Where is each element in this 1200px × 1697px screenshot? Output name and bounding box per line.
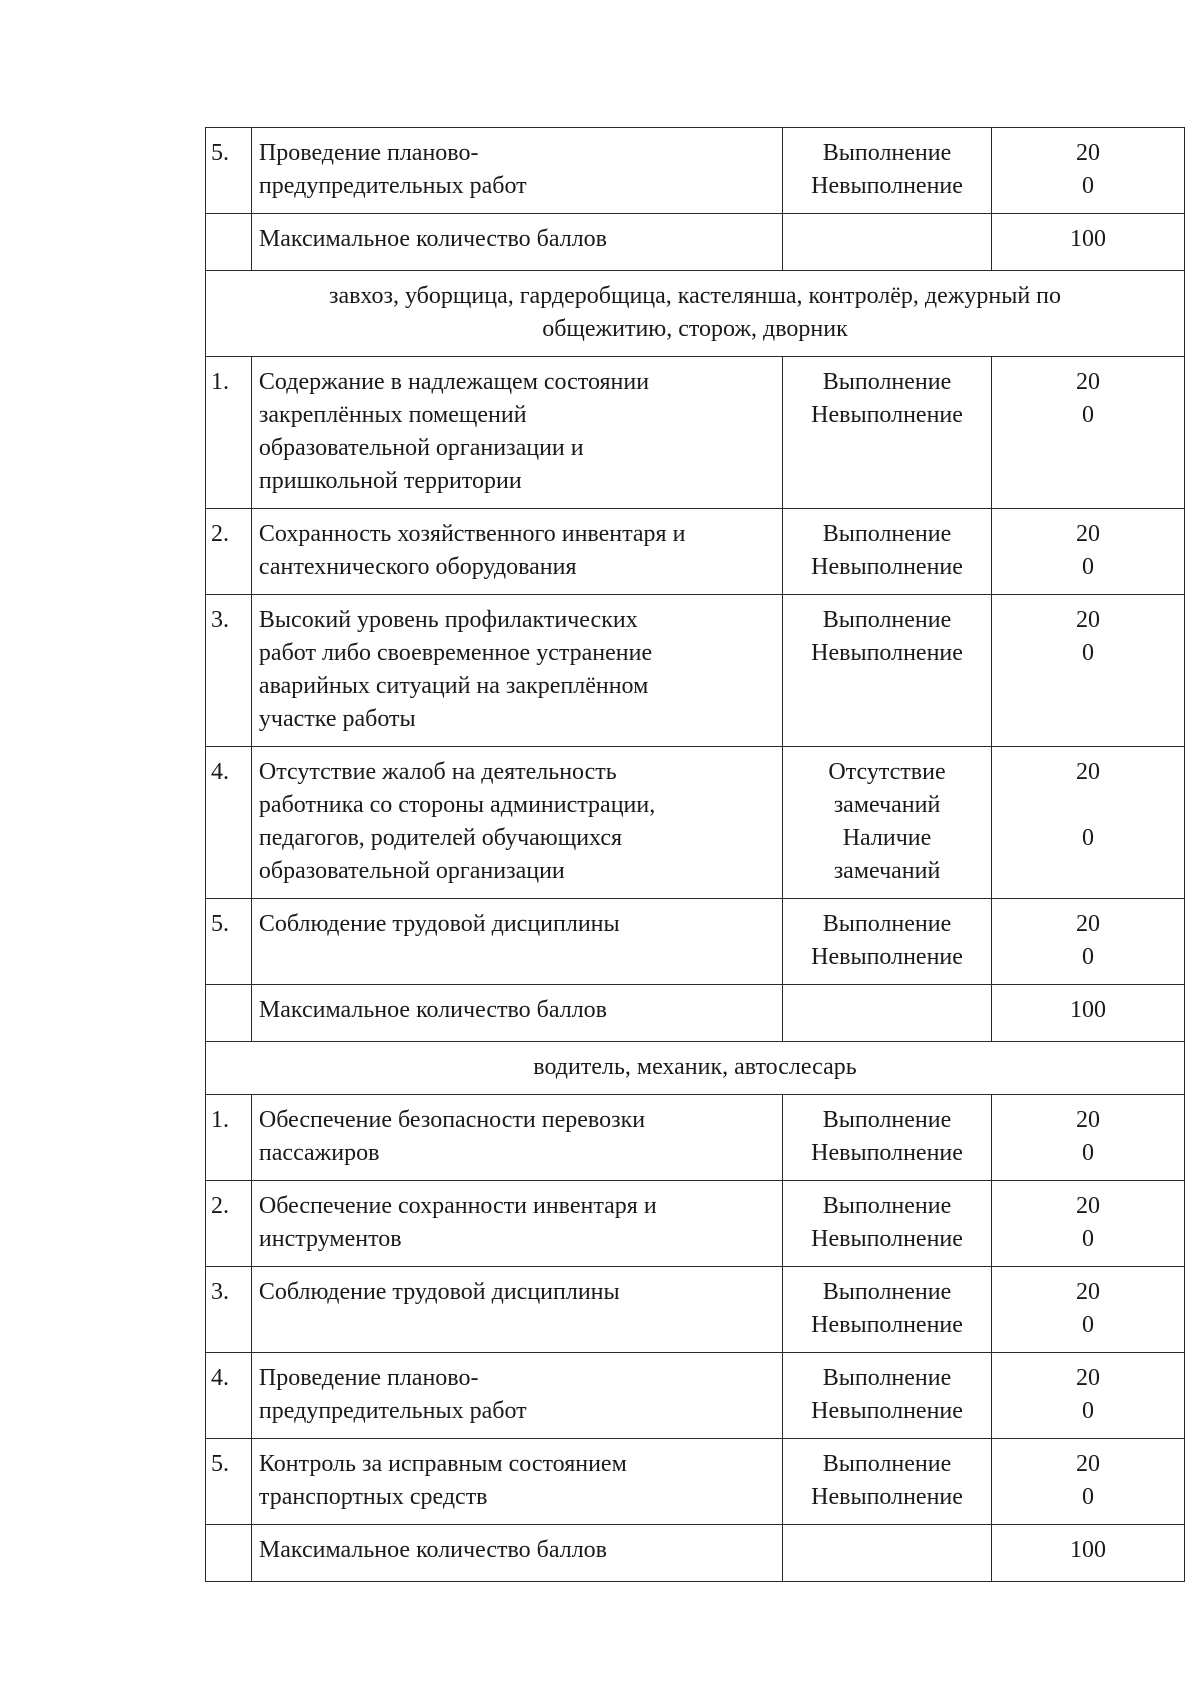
- score-values: [991, 1267, 1184, 1353]
- row-number: 4.: [206, 747, 252, 899]
- row-number: 1.: [206, 1095, 252, 1181]
- total-label: Максимальное количество баллов: [251, 1525, 782, 1582]
- total-empty-cell: [783, 985, 992, 1042]
- score-values: [991, 747, 1184, 899]
- cell-line: 0: [1081, 402, 1094, 428]
- condition-options: [783, 1095, 992, 1181]
- cell-line: 0: [1081, 173, 1094, 199]
- criteria-table-body: [206, 128, 1185, 1582]
- cell-line: аварийных ситуаций на закреплённом: [258, 673, 649, 699]
- total-score: 100: [991, 985, 1184, 1042]
- cell-line: Отсутствие жалоб на деятельность: [258, 759, 617, 785]
- score-values: [991, 1181, 1184, 1267]
- score-values: [991, 899, 1184, 985]
- total-row: [206, 985, 1185, 1042]
- condition-options: [783, 1353, 992, 1439]
- cell-line: Контроль за исправным состоянием: [258, 1451, 627, 1477]
- cell-line: Проведение планово-: [258, 1365, 479, 1391]
- cell-line: Содержание в надлежащем состоянии: [258, 369, 650, 395]
- cell-line: 0: [1081, 640, 1094, 666]
- total-empty-cell: [206, 1525, 252, 1582]
- cell-line: 0: [1081, 1484, 1094, 1510]
- cell-line: 0: [1081, 944, 1094, 970]
- cell-line: Соблюдение трудовой дисциплины: [258, 1279, 620, 1305]
- cell-line: Невыполнение: [811, 402, 963, 428]
- cell-line: Выполнение: [822, 1107, 952, 1133]
- cell-line: Выполнение: [822, 1193, 952, 1219]
- score-values: [991, 357, 1184, 509]
- condition-options: [783, 899, 992, 985]
- criteria-table: [205, 127, 1185, 1582]
- condition-options: [783, 747, 992, 899]
- cell-line: Обеспечение безопасности перевозки: [258, 1107, 646, 1133]
- cell-line: Выполнение: [822, 911, 952, 937]
- criterion-text: [251, 128, 782, 214]
- cell-line: сантехнического оборудования: [258, 554, 577, 580]
- section-heading: [206, 1042, 1185, 1095]
- cell-line: Сохранность хозяйственного инвентаря и: [258, 521, 686, 547]
- row-number: 2.: [206, 509, 252, 595]
- cell-line: Невыполнение: [811, 173, 963, 199]
- total-row: [206, 214, 1185, 271]
- cell-line: Невыполнение: [811, 1312, 963, 1338]
- cell-line: 20: [1075, 911, 1100, 937]
- cell-line: закреплённых помещений: [258, 402, 527, 428]
- criterion-row: [206, 595, 1185, 747]
- cell-line: предупредительных работ: [258, 173, 527, 199]
- cell-line: Невыполнение: [811, 640, 963, 666]
- cell-line: транспортных средств: [258, 1484, 488, 1510]
- cell-line: Выполнение: [822, 607, 952, 633]
- cell-line: предупредительных работ: [258, 1398, 527, 1424]
- cell-line: водитель, механик, автослесарь: [533, 1054, 857, 1080]
- row-number: 3.: [206, 1267, 252, 1353]
- criterion-row: [206, 357, 1185, 509]
- cell-line: 0: [1081, 1226, 1094, 1252]
- condition-options: [783, 595, 992, 747]
- total-label: Максимальное количество баллов: [251, 985, 782, 1042]
- cell-line: педагогов, родителей обучающихся: [258, 825, 623, 851]
- criterion-text: [251, 357, 782, 509]
- score-values: [991, 1095, 1184, 1181]
- score-values: [991, 509, 1184, 595]
- score-values: [991, 1439, 1184, 1525]
- cell-line: 20: [1075, 1279, 1100, 1305]
- cell-line: 20: [1075, 759, 1100, 785]
- total-score: 100: [991, 214, 1184, 271]
- cell-line: 0: [1081, 825, 1094, 851]
- cell-line: 0: [1081, 1398, 1094, 1424]
- criterion-row: [206, 1181, 1185, 1267]
- cell-line: завхоз, уборщица, гардеробщица, кастелянша, контролёр, дежурный по: [328, 283, 1062, 309]
- cell-line: Соблюдение трудовой дисциплины: [258, 911, 620, 937]
- criterion-text: [251, 595, 782, 747]
- row-number: 5.: [206, 899, 252, 985]
- criterion-text: [251, 509, 782, 595]
- row-number: 5.: [206, 1439, 252, 1525]
- condition-options: [783, 128, 992, 214]
- cell-line: Выполнение: [822, 521, 952, 547]
- row-number: 3.: [206, 595, 252, 747]
- criterion-row: [206, 1095, 1185, 1181]
- cell-line: образовательной организации: [258, 858, 565, 884]
- criterion-text: [251, 1181, 782, 1267]
- cell-line: пассажиров: [258, 1140, 380, 1166]
- row-number: 5.: [206, 128, 252, 214]
- total-label: Максимальное количество баллов: [251, 214, 782, 271]
- cell-line: Выполнение: [822, 140, 952, 166]
- criterion-row: [206, 1353, 1185, 1439]
- cell-line: [998, 855, 1178, 888]
- condition-options: [783, 357, 992, 509]
- row-number: 1.: [206, 357, 252, 509]
- total-empty-cell: [206, 214, 252, 271]
- cell-line: Невыполнение: [811, 1140, 963, 1166]
- total-empty-cell: [783, 1525, 992, 1582]
- cell-line: Невыполнение: [811, 1398, 963, 1424]
- condition-options: [783, 1267, 992, 1353]
- cell-line: 20: [1075, 1107, 1100, 1133]
- cell-line: Проведение планово-: [258, 140, 479, 166]
- score-values: [991, 595, 1184, 747]
- cell-line: 0: [1081, 1140, 1094, 1166]
- cell-line: 20: [1075, 369, 1100, 395]
- cell-line: пришкольной территории: [258, 468, 522, 494]
- criterion-text: [251, 1439, 782, 1525]
- cell-line: [998, 789, 1178, 822]
- criterion-row: [206, 1267, 1185, 1353]
- cell-line: Невыполнение: [811, 1226, 963, 1252]
- cell-line: Обеспечение сохранности инвентаря и: [258, 1193, 657, 1219]
- section-heading-row: [206, 1042, 1185, 1095]
- criterion-row: [206, 1439, 1185, 1525]
- cell-line: Наличие: [842, 825, 932, 851]
- row-number: 2.: [206, 1181, 252, 1267]
- cell-line: Высокий уровень профилактических: [258, 607, 638, 633]
- condition-options: [783, 1439, 992, 1525]
- total-empty-cell: [206, 985, 252, 1042]
- cell-line: участке работы: [258, 706, 416, 732]
- cell-line: 0: [1081, 554, 1094, 580]
- cell-line: 20: [1075, 1193, 1100, 1219]
- cell-line: образовательной организации и: [258, 435, 584, 461]
- criterion-text: [251, 747, 782, 899]
- criterion-row: [206, 509, 1185, 595]
- cell-line: Выполнение: [822, 1279, 952, 1305]
- cell-line: 20: [1075, 1451, 1100, 1477]
- cell-line: Отсутствие: [828, 759, 946, 785]
- cell-line: работ либо своевременное устранение: [258, 640, 653, 666]
- score-values: [991, 1353, 1184, 1439]
- condition-options: [783, 1181, 992, 1267]
- cell-line: Выполнение: [822, 1451, 952, 1477]
- cell-line: 20: [1075, 140, 1100, 166]
- criterion-text: [251, 899, 782, 985]
- cell-line: общежитию, сторож, дворник: [542, 316, 848, 342]
- criterion-row: [206, 899, 1185, 985]
- cell-line: 20: [1075, 521, 1100, 547]
- cell-line: 20: [1075, 1365, 1100, 1391]
- cell-line: замечаний: [833, 858, 941, 884]
- cell-line: инструментов: [258, 1226, 402, 1252]
- section-heading-row: [206, 271, 1185, 357]
- criterion-text: [251, 1267, 782, 1353]
- cell-line: Невыполнение: [811, 554, 963, 580]
- criterion-row: [206, 747, 1185, 899]
- row-number: 4.: [206, 1353, 252, 1439]
- cell-line: Выполнение: [822, 369, 952, 395]
- criterion-row: [206, 128, 1185, 214]
- cell-line: 20: [1075, 607, 1100, 633]
- score-values: [991, 128, 1184, 214]
- cell-line: Выполнение: [822, 1365, 952, 1391]
- cell-line: 0: [1081, 1312, 1094, 1338]
- total-score: 100: [991, 1525, 1184, 1582]
- total-row: [206, 1525, 1185, 1582]
- cell-line: замечаний: [833, 792, 941, 818]
- criterion-text: [251, 1353, 782, 1439]
- cell-line: Невыполнение: [811, 944, 963, 970]
- section-heading: [206, 271, 1185, 357]
- total-empty-cell: [783, 214, 992, 271]
- cell-line: Невыполнение: [811, 1484, 963, 1510]
- condition-options: [783, 509, 992, 595]
- cell-line: работника со стороны администрации,: [258, 792, 656, 818]
- criterion-text: [251, 1095, 782, 1181]
